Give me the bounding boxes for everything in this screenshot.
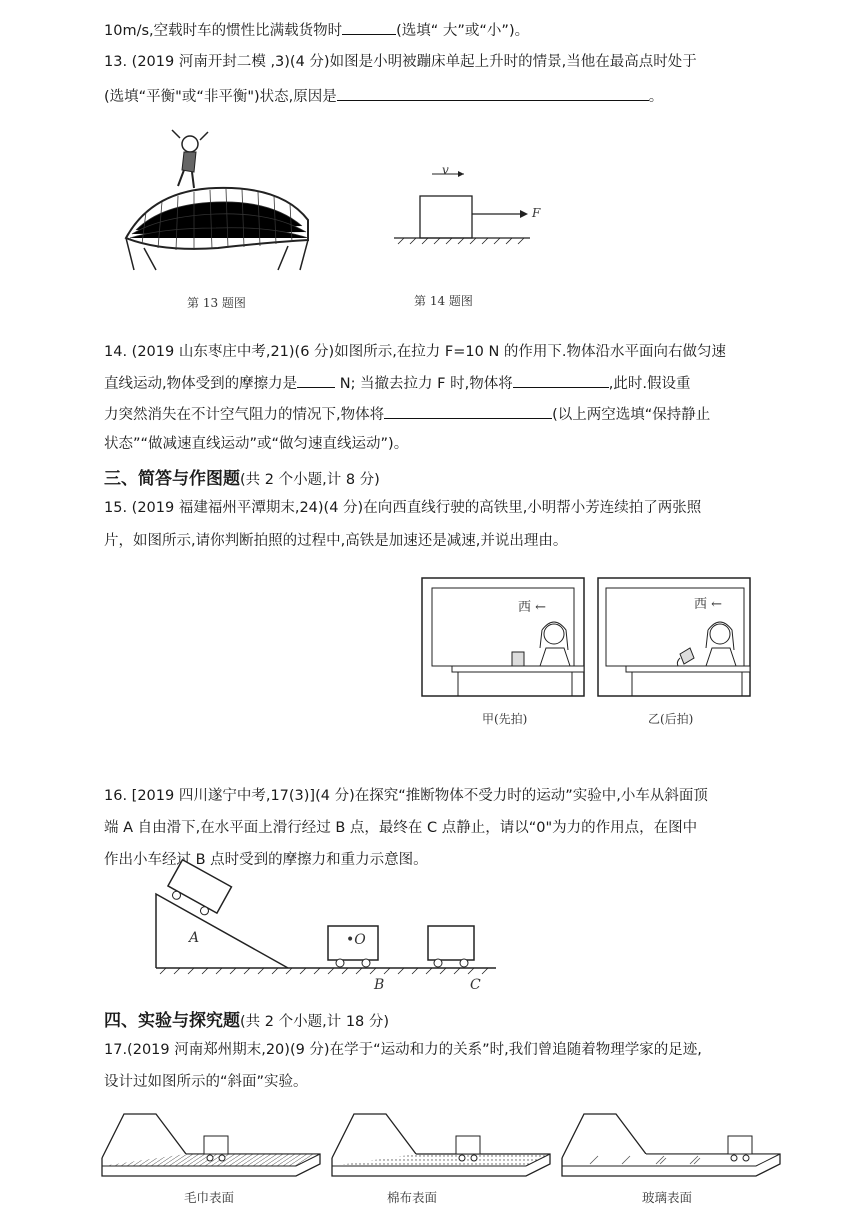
section-title: 三、简答与作图题 xyxy=(104,469,240,489)
towel-surface-label: 毛巾表面 xyxy=(184,1190,235,1205)
figure-16-ramp xyxy=(152,868,502,978)
velocity-label: v xyxy=(442,163,449,177)
section-subtitle: (共 2 个小题,计 18 分) xyxy=(240,1014,390,1030)
question-15-line-1: 15. (2019 福建福州平潭期末,24)(4 分)在向西直线行驶的高铁里,小明帮小芳连续拍了两张照 xyxy=(104,500,702,516)
question-14-line-3 xyxy=(104,404,820,425)
point-c-label: C xyxy=(470,977,481,993)
section-4-heading xyxy=(104,1006,389,1031)
photo-yi xyxy=(598,578,750,696)
photo-jia xyxy=(422,578,584,696)
direction-label-jia xyxy=(518,596,546,615)
answer-blank[interactable] xyxy=(342,20,396,35)
figure-15-caption-yi: 乙(后拍) xyxy=(648,712,694,726)
question-16-line-1: 16. [2019 四川遂宁中考,17(3)](4 分)在探究“推断物体不受力时的运动”实验中,小车从斜面顶 xyxy=(104,788,708,804)
west-label: 西 xyxy=(518,600,532,615)
figure-15-caption-jia: 甲(先拍) xyxy=(482,712,528,726)
point-b-label: B xyxy=(374,977,385,993)
figure-13-caption: 第 13 题图 xyxy=(187,296,246,310)
arrow-left-icon: ← xyxy=(711,597,723,612)
figure-14-block xyxy=(390,160,550,250)
question-13-line-2 xyxy=(104,86,820,107)
text-segment: 力突然消失在不计空气阻力的情况下,物体将 xyxy=(104,407,385,423)
section-subtitle: (共 2 个小题,计 8 分) xyxy=(240,472,380,488)
cotton-surface-label: 棉布表面 xyxy=(387,1190,438,1205)
section-3-heading xyxy=(104,464,380,489)
question-14-line-1: 14. (2019 山东枣庄中考,21)(6 分)如图所示,在拉力 F=10 N 的作用下.物体沿水平面向右做匀速 xyxy=(104,344,727,360)
question-17-line-2: 设计过如图所示的“斜面”实验。 xyxy=(104,1074,308,1090)
question-14-line-4: 状态”“做减速直线运动”或“做匀速直线运动”)。 xyxy=(104,436,409,452)
answer-blank[interactable] xyxy=(297,373,335,388)
answer-blank[interactable] xyxy=(513,373,609,388)
answer-blank[interactable] xyxy=(337,86,649,101)
text-segment: 10m/s,空载时车的惯性比满载货物时 xyxy=(104,23,343,39)
question-14-line-2 xyxy=(104,373,820,394)
answer-blank[interactable] xyxy=(384,404,552,419)
west-label: 西 xyxy=(694,597,708,612)
force-label: F xyxy=(532,206,541,220)
cotton-surface-setup xyxy=(332,1114,550,1176)
figure-17-surfaces xyxy=(100,1110,780,1188)
glass-surface-setup xyxy=(562,1114,780,1176)
question-17-line-1: 17.(2019 河南郑州期末,20)(9 分)在学于“运动和力的关系”时,我们曾追随着物理学家的足迹, xyxy=(104,1042,702,1058)
text-segment: N; 当撤去拉力 F 时,物体将 xyxy=(339,376,513,392)
text-segment: (以上两空选填“保持静止 xyxy=(552,407,711,423)
figure-13-trampoline xyxy=(122,130,312,280)
text-segment: (选填“平衡"或“非平衡")状态,原因是 xyxy=(104,89,337,105)
figure-14-caption: 第 14 题图 xyxy=(414,294,473,308)
arrow-left-icon: ← xyxy=(535,600,547,615)
point-a-label: A xyxy=(189,930,200,946)
text-segment: 。 xyxy=(648,89,664,105)
text-segment: 直线运动,物体受到的摩擦力是 xyxy=(104,376,298,392)
glass-surface-label: 玻璃表面 xyxy=(642,1190,693,1205)
question-16-line-3: 作出小车经过 B 点时受到的摩擦力和重力示意图。 xyxy=(104,852,428,868)
question-15-line-2: 片，如图所示,请你判断拍照的过程中,高铁是加速还是减速,并说出理由。 xyxy=(104,533,568,549)
text-segment: ,此时.假设重 xyxy=(608,376,691,392)
point-o-label: •O xyxy=(346,932,366,948)
question-13-line-1: 13. (2019 河南开封二模 ,3)(4 分)如图是小明被蹦床单起上升时的情景,当他在最高点时处于 xyxy=(104,54,697,70)
text-line xyxy=(104,20,820,41)
text-segment: (选填“ 大”或“小”)。 xyxy=(396,23,530,39)
section-title: 四、实验与探究题 xyxy=(104,1011,240,1031)
question-16-line-2: 端 A 自由滑下,在水平面上滑行经过 B 点，最终在 C 点静止，请以“0"为力的作用点，在图中 xyxy=(104,820,698,836)
direction-label-yi xyxy=(694,593,722,612)
towel-surface-setup xyxy=(102,1114,320,1176)
